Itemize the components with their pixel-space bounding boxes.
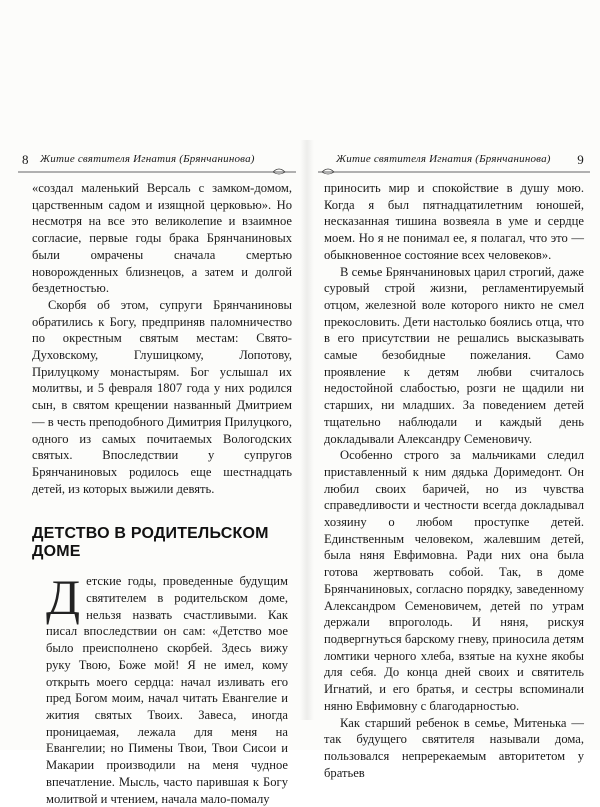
running-title: Житие святителя Игнатия (Брянчанинова) (40, 153, 255, 165)
dropcap-paragraph (32, 569, 292, 807)
left-page (18, 150, 296, 806)
ornamental-rule-icon (18, 163, 296, 175)
page-number: 8 (22, 152, 29, 167)
paragraph: Особенно строго за мальчиками следил приставленный к ним дядька Доримедонт. Он любил своих баричей, но из чувства справедливости и честности всегда докладывал хозяину о любом проступке детей. Единственным человеком, жалевшим детей, была няня Евфимовна. Ради них она была готова жертвовать собой. Так, в доме Брянчаниновых, согласно порядку, заведенному Александром Семеновичем, детей по утрам держали впроголодь. И няня, рискуя подвергнуться барскому гневу, приносила детям ломтики черного хлеба, взятые на кухне якобы для себя. До конца дней своих и святитель Игнатий, и его братья, и сестры вспоминали няню Евфимовну с благодарностью. (324, 448, 584, 713)
right-body-text (318, 172, 590, 781)
page-number: 9 (577, 152, 584, 167)
paragraph: Скорбя об этом, супруги Брянчаниновы обратились к Богу, предприняв паломничество по окрестным святым местам: Свято-Духовскому, Глушицкому, Лопотову, Прилуцкому монастырям. Бог услышал их молитвы, и 5 февраля 1807 года у них родился сын, в святом крещении названный Дмитрием — в честь преподобного Димитрия Прилуцкого, одного из самых почитаемых Вологодских святых. Впоследствии у супругов Брянчаниновых родилось еще шестнадцать детей, из которых выжили девять. (32, 297, 293, 496)
paragraph: «создал маленький Версаль с замком-домом, царственным садом и изящной церковью». Но несмотря на все это великолепие и взаимное согласие, первые годы брака Брянчаниновых были омрачены сначала смертью новорожденных близнецов, а затем и долгой бездетностью. (32, 181, 292, 296)
drop-cap-letter: Д (46, 569, 81, 626)
right-page (318, 150, 590, 780)
paragraph: Как старший ребенок в семье, Митенька — так будущего святителя называли дома, пользовался непререкаемым авторитетом у братьев (324, 715, 584, 780)
left-running-head (18, 150, 296, 172)
running-title: Житие святителя Игнатия (Брянчанинова) (336, 153, 551, 165)
paragraph: приносить мир и спокойствие в душу мою. Когда я был пятнадцатилетним юношей, несказанная тишина возвеяла в уме и сердце моем. Но я не понимал ее, я полагал, что это — обыкновенное состояние всех человеков». (324, 181, 584, 262)
paragraph: В семье Брянчаниновых царил строгий, даже суровый строй жизни, регламентируемый отцом, железной воле которого никто не смел прекословить. Дети настолько боялись отца, что в его присутствии не решались высказывать самые безобидные пожелания. Само проявление к детям любви считалось недостойной слабостью, розги не щадили ни старших, ни младших. За поведением детей тщательно наблюдали и каждый день докладывали Александру Семеновичу. (324, 264, 584, 446)
book-gutter (300, 140, 314, 720)
left-body-text (18, 172, 296, 497)
right-running-head (318, 150, 590, 172)
ornamental-rule-icon (318, 163, 590, 175)
paragraph: етские годы, проведенные будущим святителем в родительском доме, нельзя назвать счастливыми. Как писал впоследствии он сам: «Детство мое было преисполнено скорбей. Здесь вижу руку Твою, Боже мой! Я не имел, кому открыть моего сердца: начал изливать его пред Богом моим, начал читать Евангелие и жития святых Твоих. Завеса, иногда проницаемая, лежала для меня на Евангелии; но Пимены Твои, Твои Сисои и Макарии производили на меня чудное впечатление. Мысль, часто парившая к Богу молитвой и чтением, начала мало-помалу (46, 574, 288, 806)
section-heading: ДЕТСТВО В РОДИТЕЛЬСКОМ ДОМЕ (32, 525, 269, 561)
